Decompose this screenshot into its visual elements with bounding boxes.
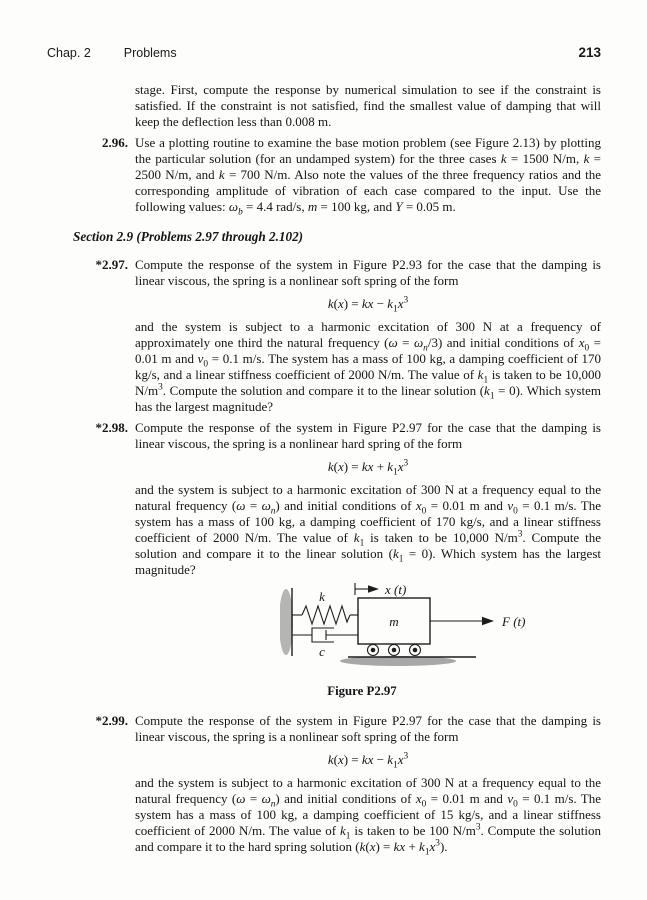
damper-symbol — [292, 628, 358, 659]
problem-body — [135, 713, 602, 858]
problem-number: *2.99. — [95, 713, 128, 728]
page-header-title: Problems — [123, 46, 177, 60]
displacement-arrow — [355, 582, 406, 597]
spring-label: k — [319, 589, 325, 604]
force-label: F (t) — [502, 614, 526, 629]
equation-hard-spring: k(x) = kx + $k_1x^3$ — [327, 458, 409, 478]
problem-number: *2.98. — [95, 420, 128, 435]
problem-body — [135, 420, 601, 578]
chapter-label: Chap. 2 — [47, 46, 91, 60]
mass-block — [358, 598, 430, 644]
problem-2-99 — [47, 713, 602, 858]
problem-2-97 — [47, 257, 601, 415]
intro-paragraph: stage. First, compute the response by numerical simulation to see if the constraint is satisfied. If the constraint is not satisfied, find the smallest value of damping that will keep the deflection less than 0.008 m. — [135, 82, 601, 129]
running-head — [47, 45, 601, 60]
damper-label: c — [319, 644, 325, 659]
problem-text: and the system is subject to a harmonic excitation of 300 N at a frequency equal to the natural frequency $(\omega = \omega_n)$ and initial conditions of $x_0 = 0.01$ m and $v_0 = 0.1$ m/s. The system has a mass of 100 kg, a damping coefficient of 170 kg/s, and a linear stiffness coefficient of 2000 N/m. The value of $k_1$ is taken to be 10,000 $N/m^3$. Compute the solution and compare it to the linear solution $(k_1 = 0)$. Which system has the largest magnitude? — [135, 482, 602, 577]
page-number: 213 — [578, 45, 601, 60]
problem-text: Compute the response of the system in Figure P2.97 for the case that the damping is linear viscous, the spring is a nonlinear hard spring of the form — [135, 420, 601, 451]
problem-2-96 — [47, 135, 601, 218]
problem-number: *2.97. — [95, 257, 128, 272]
problem-2-98 — [47, 420, 601, 578]
ground — [340, 656, 476, 666]
problem-text: and the system is subject to a harmonic excitation of 300 N at a frequency equal to the natural frequency $(\omega = \omega_n)$ and initial conditions of $x_0 = 0.01$ m and $v_0 = 0.1$ m/s. The system has a mass of 100 kg, a damping coefficient of 15 kg/s, and a linear stiffness coefficient of 2000 N/m. The value of $k_1$ is taken to be 100 $N/m^3$. Compute the solution and compare it to the hard spring solution (k(x) = kx + $k_1x^3$). — [135, 775, 602, 858]
mass-spring-damper-diagram — [280, 582, 550, 672]
equation-soft-spring: k(x) = kx − $k_1x^3$ — [327, 751, 409, 771]
problem-body: Use a plotting routine to examine the base motion problem (see Figure 2.13) by plotting the particular solution (for an undamped system) for the three cases k = 1500 N/m, k = 2500 N/m, and k = 700 N/m. Also note the values of the three frequency ratios and the corresponding amplitude of vibration of each case compared to the input. Use the following values: $\omega_b = 4.4$ rad/s, m = 100 kg, and Y = 0.05 m. — [135, 135, 601, 218]
problem-number: 2.96. — [102, 135, 128, 150]
wall-shadow — [280, 589, 293, 655]
force-arrow — [430, 614, 525, 629]
problem-text: and the system is subject to a harmonic excitation of 300 N at a frequency of approximately one third the natural frequency $(\omega = \omega_n/3)$ and initial conditions of $x_0 = 0.01$ m and $v_0 = 0.1$ m/s. The system has a mass of 100 kg, a damping coefficient of 170 kg/s, and a linear stiffness coefficient of 2000 N/m. The value of $k_1$ is taken to be 10,000 $N/m^3$. Compute the solution and compare it to the linear solution $(k_1 = 0)$. Which system has the largest magnitude? — [135, 319, 601, 414]
problem-text: Compute the response of the system in Figure P2.97 for the case that the damping is linear viscous, the spring is a nonlinear soft spring of the form — [135, 713, 601, 744]
equation-soft-spring: k(x) = kx − $k_1x^3$ — [327, 295, 409, 315]
section-heading: Section 2.9 (Problems 2.97 through 2.102) — [73, 229, 304, 244]
mass-label: m — [389, 614, 399, 629]
wheels — [368, 645, 421, 656]
problem-body — [135, 257, 601, 415]
problem-text: Compute the response of the system in Figure P2.93 for the case that the damping is linear viscous, the spring is a nonlinear soft spring of the form — [135, 257, 601, 288]
spring-symbol — [292, 589, 358, 624]
displacement-label: x (t) — [385, 582, 407, 597]
figure-p297 — [280, 582, 601, 676]
figure-caption: Figure P2.97 — [327, 684, 397, 698]
